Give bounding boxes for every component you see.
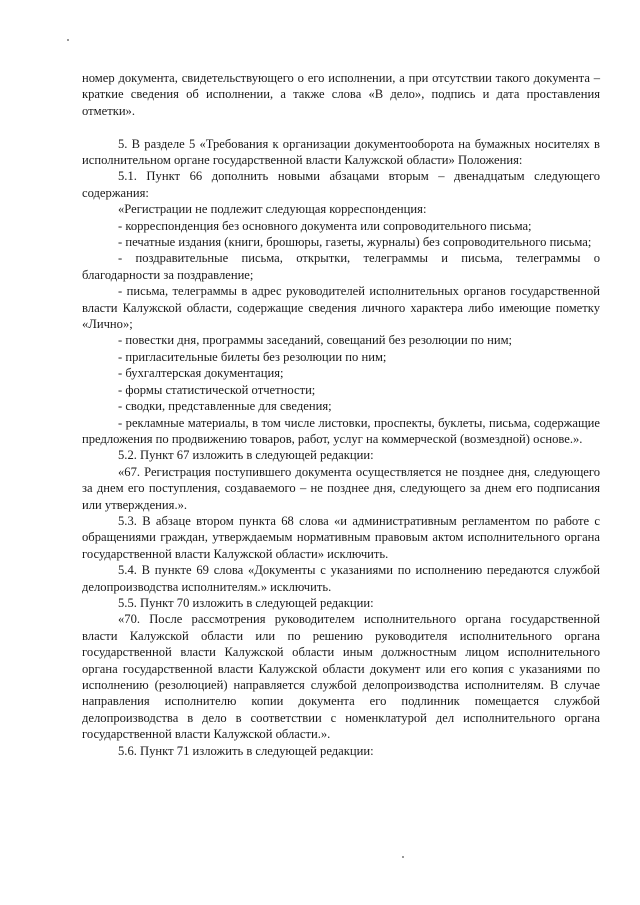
paragraph: - рекламные материалы, в том числе листовки, проспекты, буклеты, письма, содержащие предложения по продвижению товаров, работ, услуг на коммерческой (возмездной) основе.». [82,415,600,446]
paragraph: «67. Регистрация поступившего документа осуществляется не позднее дня, следующего за днем его поступления, создаваемого – не позднее дня, следующего за днем его подписания или утверждения.». [82,464,600,512]
paragraph: 5.4. В пункте 69 слова «Документы с указаниями по исполнению передаются службой делопроизводства исполнителям.» исключить. [82,563,600,594]
document-body [82,70,600,759]
paragraph: 5.2. Пункт 67 изложить в следующей редакции: [118,448,374,463]
paragraph: 5.6. Пункт 71 изложить в следующей редакции: [118,743,374,758]
paragraph: 5. В разделе 5 «Требования к организации документооборота на бумажных носителях в исполнительном органе государственной власти Калужской области» Положения: [82,136,600,168]
paragraph: - корреспонденция без основного документа или сопроводительного письма; [118,218,532,233]
scan-speck [402,856,404,858]
paragraph: 5.1. Пункт 66 дополнить новыми абзацами вторым – двенадцатым следующего содержания: [82,169,600,200]
paragraph: 5.5. Пункт 70 изложить в следующей редакции: [118,595,374,610]
paragraph: - письма, телеграммы в адрес руководителей исполнительных органов государственной власти Калужской области, содержащие сведения личного характера либо имеющие пометку «Лично»; [82,284,600,332]
paragraph: 5.3. В абзаце втором пункта 68 слова «и административным регламентом по работе с обращениями граждан, утверждаемым нормативным правовым актом исполнительного органа государственной власти Калужской области» исключить. [82,513,600,561]
paragraph: - формы статистической отчетности; [118,382,316,397]
paragraph: - поздравительные письма, открытки, телеграммы и письма, телеграммы о благодарности за поздравление; [82,251,600,282]
paragraph: - сводки, представленные для сведения; [118,399,332,414]
paragraph: - пригласительные билеты без резолюции по ним; [118,349,387,364]
paragraph: - печатные издания (книги, брошюры, газеты, журналы) без сопроводительного письма; [118,235,592,250]
paragraph: - бухгалтерская документация; [118,366,284,381]
paragraph: «70. После рассмотрения руководителем исполнительного органа государственной власти Калужской области или по решению руководителя исполнительного органа государственной власти Калужской области иным должностным лицом исполнительного органа государственной власти Калужской области документ или его копия с указаниями по исполнению (резолюцией) направляется службой делопроизводства исполнителям. В случае направления исполнителю копии документа его подлинник помещается службой делопроизводства в дело в соответствии с номенклатурой дел исполнительного органа государственной власти Калужской области.». [82,612,600,742]
scan-speck [67,39,69,41]
paragraph: номер документа, свидетельствующего о его исполнении, а при отсутствии такого документа – краткие сведения об исполнении, а также слова «В дело», подпись и дата проставления отметки». [82,71,600,118]
paragraph: - повестки дня, программы заседаний, совещаний без резолюции по ним; [118,333,513,348]
paragraph: «Регистрации не подлежит следующая корреспонденция: [118,202,427,217]
